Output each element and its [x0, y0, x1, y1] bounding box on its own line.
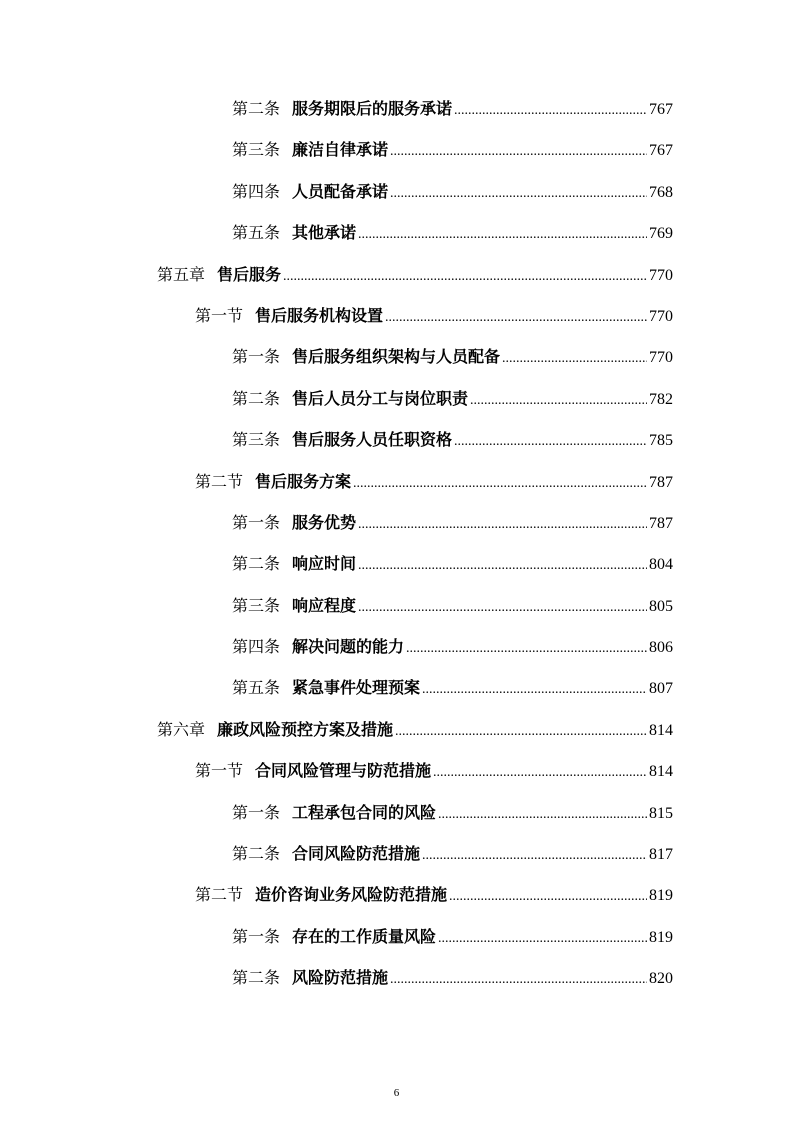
toc-entry-page: 767 [649, 142, 673, 160]
toc-entry[interactable] [0, 874, 673, 915]
toc-entry-number: 第二条 [232, 388, 281, 408]
toc-entry-number: 第一条 [232, 512, 281, 532]
toc-entry-title: 售后服务方案 [255, 471, 352, 491]
toc-entry-title: 其他承诺 [292, 223, 357, 243]
dot-leader [438, 918, 647, 959]
toc-entry-title: 售后服务 [217, 264, 282, 284]
dot-leader [433, 752, 647, 793]
toc-entry-page: 770 [649, 307, 673, 325]
toc-entry-title: 风险防范措施 [292, 968, 389, 988]
toc-entry-title: 售后服务人员任职资格 [292, 430, 453, 450]
toc-entry-number: 第二条 [232, 968, 281, 988]
toc-entry[interactable] [0, 212, 673, 253]
dot-leader [454, 90, 647, 131]
toc-entry[interactable] [0, 792, 673, 833]
table-of-contents [0, 88, 793, 999]
toc-entry[interactable] [0, 171, 673, 212]
dot-leader [358, 504, 647, 545]
toc-entry-number: 第二条 [232, 844, 281, 864]
toc-entry-page: 769 [649, 225, 673, 243]
dot-leader [390, 959, 647, 1000]
toc-entry-page: 770 [649, 266, 673, 284]
toc-entry[interactable] [0, 667, 673, 708]
toc-entry-page: 817 [649, 846, 673, 864]
toc-entry-title: 响应时间 [292, 554, 357, 574]
dot-leader [454, 421, 647, 462]
toc-entry-page: 819 [649, 928, 673, 946]
toc-entry-title: 售后服务组织架构与人员配备 [292, 347, 501, 367]
toc-entry-title: 服务优势 [292, 512, 357, 532]
toc-entry[interactable] [0, 254, 673, 295]
dot-leader [283, 256, 647, 297]
toc-entry-page: 768 [649, 183, 673, 201]
toc-entry-title: 合同风险管理与防范措施 [255, 761, 432, 781]
dot-leader [502, 338, 647, 379]
dot-leader [470, 380, 647, 421]
toc-entry-title: 廉洁自律承诺 [292, 140, 389, 160]
dot-leader [358, 545, 647, 586]
toc-entry[interactable] [0, 543, 673, 584]
dot-leader [449, 876, 647, 917]
toc-entry[interactable] [0, 502, 673, 543]
toc-entry-number: 第二条 [232, 554, 281, 574]
dot-leader [385, 297, 647, 338]
toc-entry-page: 770 [649, 349, 673, 367]
toc-entry-number: 第二节 [195, 471, 244, 491]
toc-entry[interactable] [0, 129, 673, 170]
toc-entry-number: 第一条 [232, 347, 281, 367]
dot-leader [395, 711, 647, 752]
toc-entry[interactable] [0, 957, 673, 998]
toc-entry-page: 782 [649, 390, 673, 408]
toc-entry-title: 售后人员分工与岗位职责 [292, 388, 469, 408]
toc-entry-page: 807 [649, 680, 673, 698]
toc-entry-title: 造价咨询业务风险防范措施 [255, 885, 448, 905]
toc-entry-number: 第三条 [232, 430, 281, 450]
toc-entry[interactable] [0, 88, 673, 129]
dot-leader [422, 835, 647, 876]
toc-entry[interactable] [0, 585, 673, 626]
toc-entry-title: 人员配备承诺 [292, 181, 389, 201]
toc-entry-page: 814 [649, 763, 673, 781]
toc-entry-title: 服务期限后的服务承诺 [292, 99, 453, 118]
dot-leader [390, 173, 647, 214]
toc-entry-number: 第四条 [232, 181, 281, 201]
dot-leader [353, 463, 647, 504]
dot-leader [390, 131, 647, 172]
toc-entry-number: 第六章 [157, 719, 206, 739]
page-number: 6 [393, 1087, 400, 1099]
toc-entry-title: 售后服务机构设置 [255, 305, 384, 325]
toc-entry[interactable] [0, 833, 673, 874]
toc-entry[interactable] [0, 709, 673, 750]
toc-entry-number: 第五条 [232, 223, 281, 243]
toc-entry[interactable] [0, 378, 673, 419]
toc-entry-number: 第二条 [232, 99, 281, 118]
toc-entry-page: 787 [649, 473, 673, 491]
toc-entry[interactable] [0, 750, 673, 791]
toc-entry-number: 第一条 [232, 802, 281, 822]
toc-entry-number: 第一条 [232, 926, 281, 946]
toc-entry-title: 工程承包合同的风险 [292, 802, 437, 822]
toc-entry-number: 第一节 [195, 761, 244, 781]
toc-entry-number: 第三条 [232, 595, 281, 615]
toc-entry[interactable] [0, 916, 673, 957]
toc-entry-page: 804 [649, 556, 673, 574]
toc-entry[interactable] [0, 295, 673, 336]
toc-entry-number: 第一节 [195, 305, 244, 325]
toc-entry[interactable] [0, 419, 673, 460]
toc-entry-title: 紧急事件处理预案 [292, 678, 421, 698]
toc-entry-page: 815 [649, 804, 673, 822]
dot-leader [438, 794, 647, 835]
dot-leader [358, 214, 647, 255]
toc-entry[interactable] [0, 626, 673, 667]
toc-entry-title: 存在的工作质量风险 [292, 926, 437, 946]
dot-leader [422, 669, 647, 710]
toc-entry-page: 814 [649, 721, 673, 739]
toc-entry[interactable] [0, 336, 673, 377]
toc-entry-page: 785 [649, 432, 673, 450]
toc-entry-number: 第五条 [232, 678, 281, 698]
toc-entry-title: 解决问题的能力 [292, 637, 405, 657]
toc-entry-title: 响应程度 [292, 595, 357, 615]
toc-entry-number: 第三条 [232, 140, 281, 160]
dot-leader [358, 587, 647, 628]
toc-entry-page: 767 [649, 101, 673, 118]
toc-entry-page: 805 [649, 597, 673, 615]
toc-entry-number: 第二节 [195, 885, 244, 905]
dot-leader [406, 628, 647, 669]
toc-entry-title: 合同风险防范措施 [292, 844, 421, 864]
toc-entry-title: 廉政风险预控方案及措施 [217, 719, 394, 739]
toc-entry-number: 第四条 [232, 637, 281, 657]
toc-entry[interactable] [0, 461, 673, 502]
toc-entry-page: 820 [649, 970, 673, 988]
toc-entry-page: 819 [649, 887, 673, 905]
toc-entry-page: 806 [649, 639, 673, 657]
toc-entry-number: 第五章 [157, 264, 206, 284]
toc-entry-page: 787 [649, 514, 673, 532]
